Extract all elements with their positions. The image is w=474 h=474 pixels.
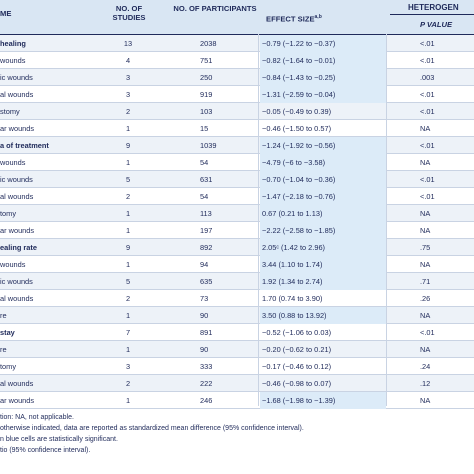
table-row — [0, 222, 474, 239]
cell-effect-size: −0.05 (−0.49 to 0.39) — [262, 107, 332, 116]
column-divider-effect-left — [258, 34, 259, 406]
table-row — [0, 154, 474, 171]
cell-studies: 1 — [125, 345, 131, 354]
cell-p-value: NA — [420, 209, 431, 218]
cell-p-value: .26 — [420, 294, 431, 303]
cell-studies: 1 — [125, 124, 131, 133]
cell-participants: 222 — [200, 379, 213, 388]
cell-outcome: ic wounds — [0, 73, 33, 82]
table-footnotes — [0, 412, 474, 456]
cell-participants: 2038 — [200, 39, 217, 48]
cell-effect-size: −2.22 (−2.58 to −1.85) — [260, 222, 386, 239]
header-effect-size — [266, 13, 322, 24]
cell-p-value: NA — [420, 260, 431, 269]
cell-studies: 1 — [125, 226, 131, 235]
header-effect-superscript: a,b — [314, 14, 322, 20]
cell-outcome: stomy — [0, 107, 20, 116]
cell-outcome: al wounds — [0, 294, 34, 303]
header-participants — [172, 4, 258, 13]
table-row — [0, 341, 474, 358]
cell-p-value: <.01 — [420, 107, 435, 116]
cell-outcome: stay — [0, 328, 15, 337]
cell-outcome: tomy — [0, 209, 17, 218]
cell-outcome: ar wounds — [0, 226, 35, 235]
table-row — [0, 307, 474, 324]
cell-participants: 103 — [200, 107, 213, 116]
cell-studies: 4 — [125, 56, 131, 65]
cell-p-value: NA — [420, 311, 431, 320]
table-row — [0, 375, 474, 392]
cell-outcome: al wounds — [0, 379, 34, 388]
table-header — [0, 0, 474, 34]
cell-studies: 1 — [125, 311, 131, 320]
cell-effect-size: 1.92 (1.34 to 2.74) — [260, 273, 386, 290]
cell-p-value: NA — [420, 226, 431, 235]
cell-p-value: <.01 — [420, 39, 435, 48]
cell-effect-size: 3.44 (1.10 to 1.74) — [260, 256, 386, 273]
cell-p-value: <.01 — [420, 56, 435, 65]
table-row — [0, 239, 474, 256]
cell-studies: 2 — [125, 107, 131, 116]
cell-studies: 1 — [125, 396, 131, 405]
cell-effect-size: −0.79 (−1.22 to −0.37) — [260, 35, 386, 52]
table-row — [0, 188, 474, 205]
table-row — [0, 35, 474, 52]
cell-effect-size: −0.46 (−0.98 to 0.07) — [262, 379, 332, 388]
cell-outcome: tomy — [0, 362, 17, 371]
cell-studies: 3 — [125, 73, 131, 82]
cell-outcome: ealing rate — [0, 243, 37, 252]
cell-studies: 7 — [125, 328, 131, 337]
cell-outcome: a of treatment — [0, 141, 49, 150]
cell-participants: 333 — [200, 362, 213, 371]
cell-effect-size: −1.47 (−2.18 to −0.76) — [260, 188, 386, 205]
header-outcome: ME — [0, 9, 12, 18]
cell-participants: 90 — [200, 345, 209, 354]
cell-participants: 892 — [200, 243, 213, 252]
cell-effect-size: −4.79 (−6 to −3.58) — [260, 154, 386, 171]
cell-effect-size: −0.84 (−1.43 to −0.25) — [260, 69, 386, 86]
table-row — [0, 103, 474, 120]
cell-p-value: <.01 — [420, 192, 435, 201]
cell-p-value: <.01 — [420, 175, 435, 184]
cell-p-value: <.01 — [420, 90, 435, 99]
header-heterogeneity: HETEROGEN — [408, 3, 459, 12]
cell-effect-size: −0.46 (−1.50 to 0.57) — [262, 124, 332, 133]
cell-participants: 635 — [200, 277, 213, 286]
cell-outcome: ic wounds — [0, 175, 33, 184]
table-row — [0, 273, 474, 290]
cell-studies: 13 — [123, 39, 133, 48]
header-studies — [108, 4, 150, 22]
cell-studies: 5 — [125, 277, 131, 286]
cell-participants: 73 — [200, 294, 209, 303]
cell-studies: 9 — [125, 243, 131, 252]
cell-participants: 631 — [200, 175, 213, 184]
cell-effect-size: −0.17 (−0.46 to 0.12) — [262, 362, 332, 371]
cell-outcome: re — [0, 345, 7, 354]
cell-participants: 94 — [200, 260, 209, 269]
table-row — [0, 86, 474, 103]
cell-effect-size: −1.68 (−1.98 to −1.39) — [260, 392, 386, 409]
cell-participants: 751 — [200, 56, 213, 65]
cell-p-value: <.01 — [420, 328, 435, 337]
cell-effect-size: 3.50 (0.88 to 13.92) — [260, 307, 386, 324]
cell-effect-size: −0.52 (−1.06 to 0.03) — [262, 328, 332, 337]
column-divider-effect-right — [386, 34, 387, 406]
cell-p-value: NA — [420, 124, 431, 133]
cell-p-value: NA — [420, 345, 431, 354]
cell-effect-size: −0.70 (−1.04 to −0.36) — [260, 171, 386, 188]
cell-p-value: <.01 — [420, 141, 435, 150]
cell-outcome: wounds — [0, 158, 26, 167]
cell-studies: 9 — [125, 141, 131, 150]
cell-studies: 2 — [125, 192, 131, 201]
cell-outcome: al wounds — [0, 192, 34, 201]
cell-participants: 891 — [200, 328, 213, 337]
table-row — [0, 358, 474, 375]
cell-participants: 15 — [200, 124, 209, 133]
footnote-2: otherwise indicated, data are reported as standardized mean difference (95% confidence interval). — [0, 425, 304, 432]
cell-effect-size: 1.70 (0.74 to 3.90) — [262, 294, 323, 303]
cell-participants: 113 — [200, 209, 212, 218]
cell-effect-size: −1.24 (−1.92 to −0.56) — [260, 137, 386, 154]
cell-p-value: .75 — [420, 243, 431, 252]
table-row — [0, 205, 474, 222]
cell-participants: 250 — [200, 73, 213, 82]
cell-outcome: ar wounds — [0, 124, 35, 133]
cell-outcome: ic wounds — [0, 277, 33, 286]
table-row — [0, 171, 474, 188]
cell-effect-size: −1.31 (−2.59 to −0.04) — [260, 86, 386, 103]
cell-studies: 1 — [125, 209, 131, 218]
table-row — [0, 324, 474, 341]
cell-p-value: NA — [420, 396, 431, 405]
cell-studies: 1 — [125, 260, 131, 269]
table-row — [0, 69, 474, 86]
cell-effect-size: −0.20 (−0.62 to 0.21) — [262, 345, 332, 354]
footnote-1: tion: NA, not applicable. — [0, 414, 74, 421]
cell-studies: 1 — [125, 158, 131, 167]
cell-effect-size: −0.82 (−1.64 to −0.01) — [260, 52, 386, 69]
cell-outcome: healing — [0, 39, 26, 48]
cell-p-value: .12 — [420, 379, 431, 388]
cell-participants: 90 — [200, 311, 209, 320]
cell-studies: 2 — [125, 379, 131, 388]
header-effect-label: EFFECT SIZE — [266, 14, 315, 24]
cell-studies: 5 — [125, 175, 131, 184]
cell-participants: 54 — [200, 158, 209, 167]
cell-p-value: .003 — [420, 73, 435, 82]
cell-participants: 919 — [200, 90, 213, 99]
cell-outcome: al wounds — [0, 90, 34, 99]
cell-participants: 1039 — [200, 141, 217, 150]
cell-studies: 3 — [125, 362, 131, 371]
cell-p-value: .24 — [420, 362, 431, 371]
cell-studies: 3 — [125, 90, 131, 99]
table-row — [0, 256, 474, 273]
cell-studies: 2 — [125, 294, 131, 303]
cell-effect-size: 0.67 (0.21 to 1.13) — [260, 205, 386, 222]
cell-outcome: wounds — [0, 260, 26, 269]
header-p-value: P VALUE — [420, 20, 453, 29]
cell-effect-size: 2.05ᶜ (1.42 to 2.96) — [260, 239, 386, 256]
cell-p-value: .71 — [420, 277, 431, 286]
heterogeneity-underline — [390, 14, 474, 15]
header-studies-label: NO. OF STUDIES — [112, 4, 146, 22]
cell-outcome: re — [0, 311, 7, 320]
cell-participants: 197 — [200, 226, 213, 235]
table-row — [0, 137, 474, 154]
table-row — [0, 52, 474, 69]
footnote-3: n blue cells are statistically significant. — [0, 436, 118, 443]
table-row — [0, 290, 474, 307]
header-participants-label: NO. OF PARTICIPANTS — [173, 4, 257, 13]
cell-p-value: NA — [420, 158, 431, 167]
table-row — [0, 392, 474, 409]
footnote-4: tio (95% confidence interval). — [0, 447, 91, 454]
cell-outcome: ar wounds — [0, 396, 35, 405]
table-row — [0, 120, 474, 137]
cell-participants: 54 — [200, 192, 209, 201]
cell-outcome: wounds — [0, 56, 26, 65]
cell-participants: 246 — [200, 396, 213, 405]
